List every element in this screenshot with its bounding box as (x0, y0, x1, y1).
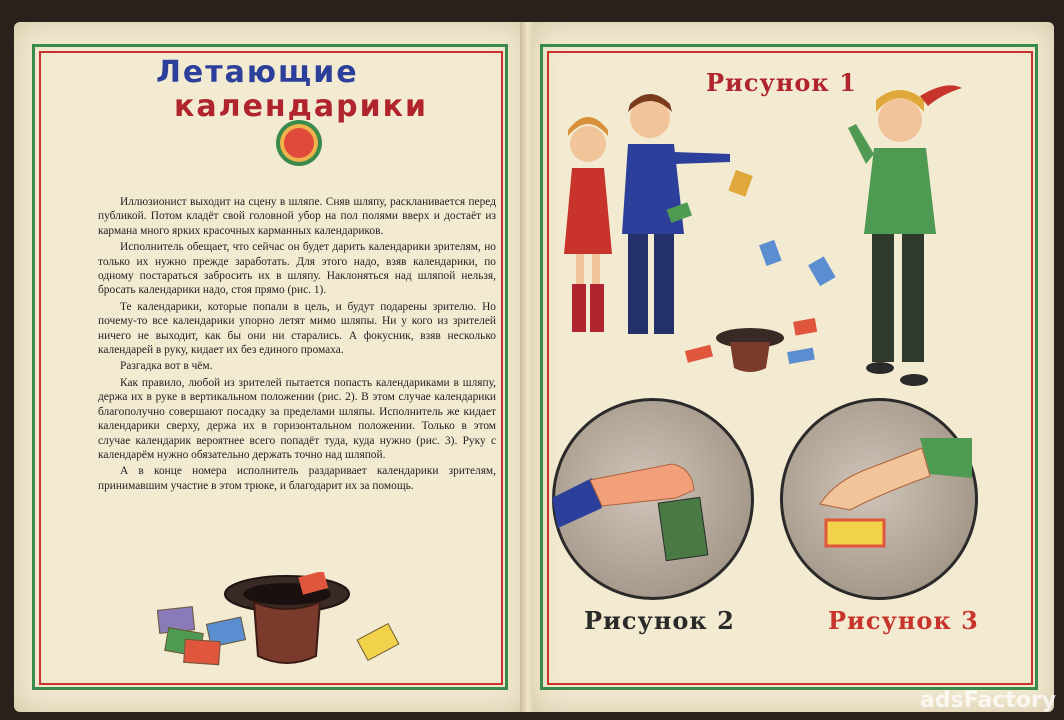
caption-figure-2: Рисунок 2 (584, 606, 735, 635)
title-line-2: календарики (174, 89, 429, 124)
paragraph-2: Исполнитель обещает, что сейчас он будет дарить календарики зрителям, но только их нужно прежде заработать. Для этого надо, взяв календарики, по одному постараться забросить их в шляпу. Наклоняться над шляпой нельзя, бросать календарики надо, стоя прямо (рис. 1). (98, 241, 496, 297)
calendar-card-red (183, 639, 221, 665)
watermark: adsFactory (920, 688, 1057, 713)
flower-ornament-icon (284, 128, 314, 158)
page-title (156, 56, 496, 124)
figure-2-hand-illustration (552, 398, 748, 594)
paragraph-6: А в конце номера исполнитель раздаривает календарики зрителям, принимавшим участие в этом трюке, и благодарит их за помощь. (98, 465, 496, 492)
caption-figure-3: Рисунок 3 (828, 606, 979, 635)
figure-3-hand-illustration (780, 398, 972, 594)
paragraph-5: Как правило, любой из зрителей пытается попасть календариками в шляпу, держа их в руке в вертикальном положении (рис. 2). В этом случае календарики благополучно совершают посадку за пределами шляпы. Исполнитель же кидает календарики сверху, держа их в горизонтальном положении. Только в этом случае календарик вероятнее всего попадёт туда, куда нужно (рис. 3). Руку с календарём нужно обязательно держать точно над шляпой. (98, 376, 496, 461)
figure-1-illustration (550, 84, 970, 394)
paragraph-3: Те календарики, которые попали в цель, и будут подарены зрителю. Но почему-то все календарики упорно летят мимо шляпы. Ни у кого из зрителей ничего не выходит, как бы они ни старались. А фокусник, взяв несколько календарей в руку, кидает их без единого промаха. (98, 300, 496, 357)
caption-figure-1: Рисунок 1 (706, 68, 857, 97)
article-text (98, 195, 496, 495)
title-line-1: Летающие (156, 55, 359, 90)
paragraph-4: Разгадка вот в чём. (120, 360, 213, 373)
paragraph-1: Иллюзионист выходит на сцену в шляпе. Сняв шляпу, раскланивается перед публикой. Потом кладёт свой головной убор на пол полями вверх и достаёт из кармана много ярких красочных карманных календариков. (98, 196, 496, 237)
